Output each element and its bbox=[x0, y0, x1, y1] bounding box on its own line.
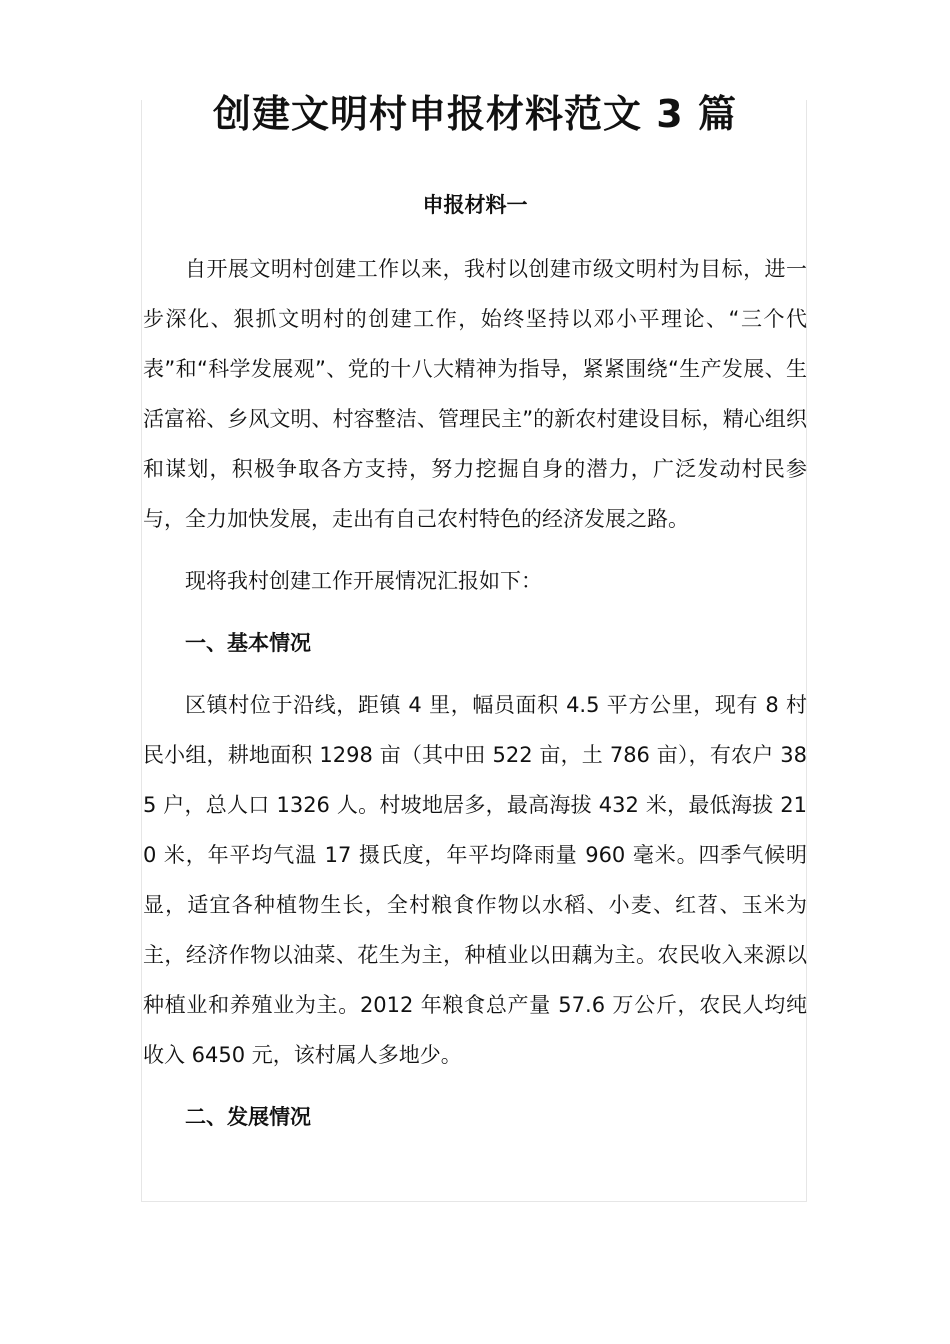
document-body bbox=[143, 186, 807, 1154]
heading-basic-info: 一、基本情况 bbox=[185, 631, 311, 655]
intro-paragraph: 自开展文明村创建工作以来，我村以创建市级文明村为目标，进一步深化、狠抓文明村的创建工作，始终坚持以邓小平理论、“三个代表”和“科学发展观”、党的十八大精神为指导，紧紧围绕“生产发展、生活富裕、乡风文明、村容整洁、管理民主”的新农村建设目标，精心组织和谋划，积极争取各方支持，努力挖掘自身的潜力，广泛发动村民参与，全力加快发展，走出有自己农村特色的经济发展之路。 bbox=[143, 257, 807, 531]
report-lead-paragraph: 现将我村创建工作开展情况汇报如下： bbox=[185, 569, 542, 593]
basic-info-paragraph: 区镇村位于沿线，距镇 4 里，幅员面积 4.5 平方公里，现有 8 村民小组，耕地面积 1298 亩（其中田 522 亩，土 786 亩），有农户 385 户，总人口 1326 人。村坡地居多，最高海拔 432 米，最低海拔 210 米，年平均气温 17 摄氏度，年平均降雨量 960 毫米。四季气候明显，适宜各种植物生长，全村粮食作物以水稻、小麦、红苕、玉米为主，经济作物以油菜、花生为主，种植业以田藕为主。农民收入来源以种植业和养殖业为主。2012 年粮食总产量 57.6 万公斤，农民人均纯收入 6450 元，该村属人多地少。 bbox=[143, 693, 807, 1067]
heading-development: 二、发展情况 bbox=[185, 1105, 311, 1129]
document-title: 创建文明村申报材料范文 3 篇 bbox=[213, 92, 737, 136]
section-title: 申报材料一 bbox=[422, 193, 528, 217]
